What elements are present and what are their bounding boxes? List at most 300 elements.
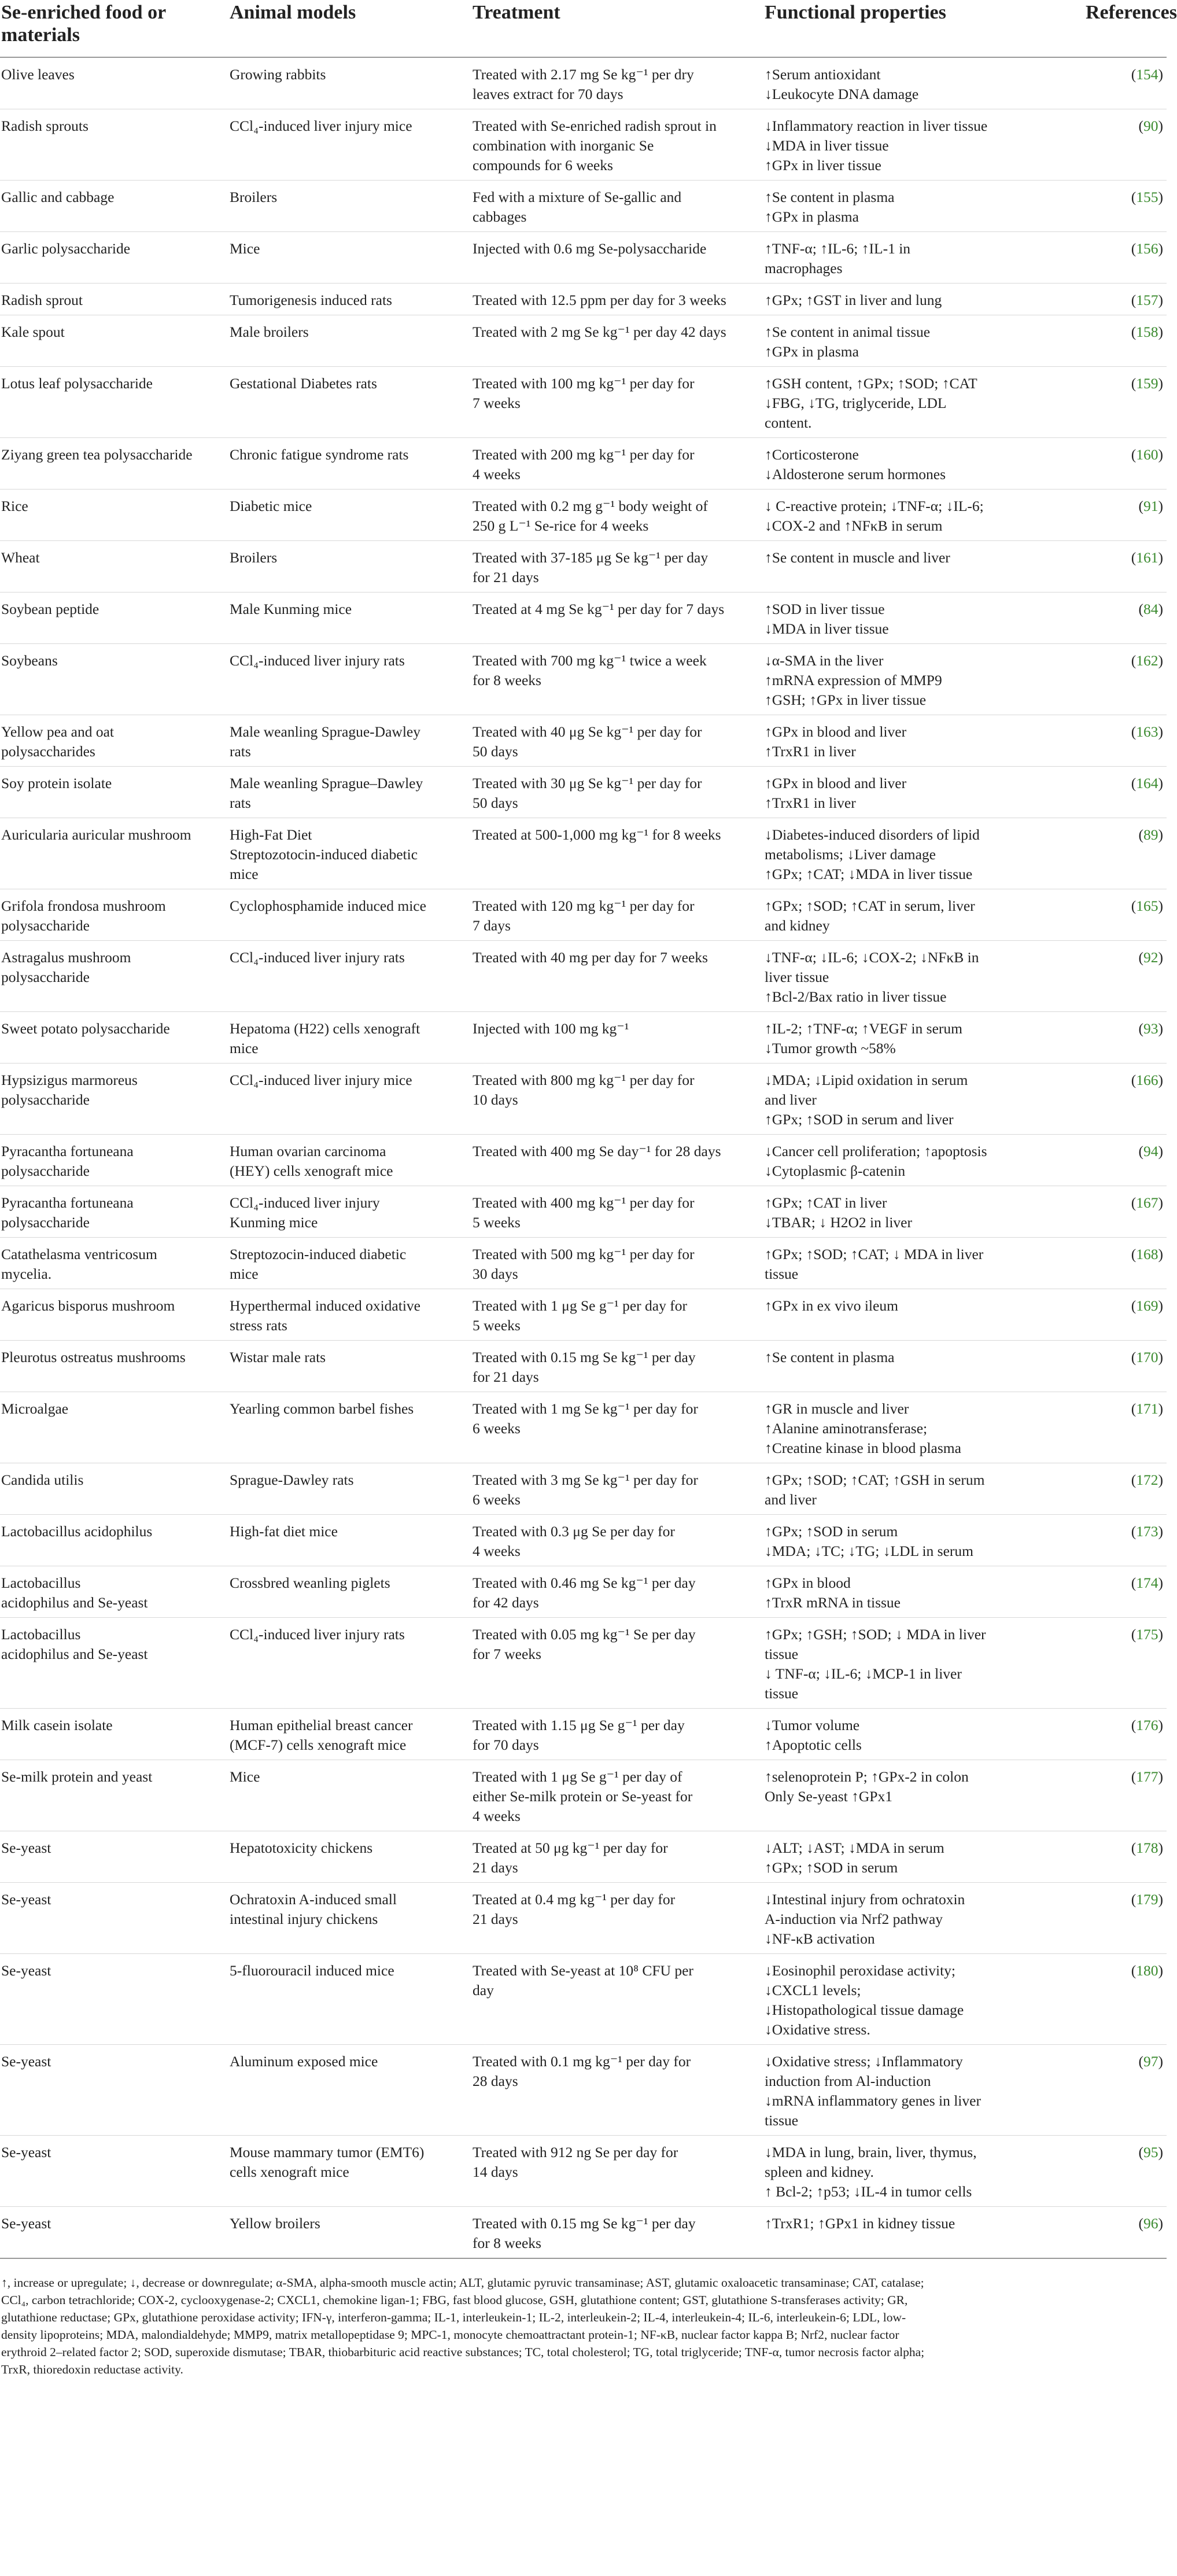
reference-link[interactable]: 97 xyxy=(1143,2053,1158,2070)
cell-line: Agaricus bisporus mushroom xyxy=(1,1297,175,1315)
table-row xyxy=(0,1954,1167,2045)
cell-line: ↓TBAR; ↓ H2O2 in liver xyxy=(765,1214,912,1231)
cell-line: ↓Leukocyte DNA damage xyxy=(765,86,919,103)
cell-animal-model xyxy=(228,541,471,593)
table-row xyxy=(0,1063,1167,1135)
reference-link[interactable]: 178 xyxy=(1136,1839,1158,1857)
cell-line: (HEY) cells xenograft mice xyxy=(230,1162,393,1180)
cell-line: Only Se-yeast ↑GPx1 xyxy=(765,1788,892,1805)
cell-line: ↓Tumor growth ~58% xyxy=(765,1040,896,1057)
cell-line: Pyracantha fortuneana xyxy=(1,1194,134,1212)
cell-line: Soy protein isolate xyxy=(1,775,112,792)
cell-line: ↓Aldosterone serum hormones xyxy=(765,466,946,483)
cell-line: for 21 days xyxy=(473,569,539,586)
cell-food xyxy=(0,1463,228,1515)
cell-reference: (170) xyxy=(1131,1349,1163,1366)
cell-reference: (171) xyxy=(1131,1400,1163,1418)
cell-line: ↓Histopathological tissue damage xyxy=(765,2001,964,2019)
cell-food xyxy=(0,1515,228,1566)
cell-line: Se-milk protein and yeast xyxy=(1,1768,153,1786)
table-row xyxy=(0,715,1167,767)
cell-line: Treated with Se-enriched radish sprout in xyxy=(473,117,717,135)
cell-food xyxy=(0,2207,228,2259)
cell-line: 5 weeks xyxy=(473,1317,521,1334)
header-food: Se-enriched food or materials xyxy=(1,2,166,46)
reference-link[interactable]: 91 xyxy=(1143,498,1158,515)
cell-line: rats xyxy=(230,794,251,812)
cell-animal-model xyxy=(228,1012,471,1063)
cell-line: ↓MDA in liver tissue xyxy=(765,137,889,154)
reference-link[interactable]: 168 xyxy=(1136,1246,1158,1263)
cell-line: Treated with 0.1 mg kg⁻¹ per day for xyxy=(473,2053,691,2070)
cell-functional-properties xyxy=(763,889,1084,941)
table-row xyxy=(0,2045,1167,2136)
cell-functional-properties xyxy=(763,2045,1084,2136)
cell-line: Injected with 0.6 mg Se-polysaccharide xyxy=(473,240,707,257)
cell-functional-properties xyxy=(763,1954,1084,2045)
table-row xyxy=(0,2207,1167,2259)
cell-reference: (156) xyxy=(1131,240,1163,257)
cell-line: Broilers xyxy=(230,549,278,566)
cell-line: 4 weeks xyxy=(473,466,521,483)
cell-line: mycelia. xyxy=(1,1265,52,1283)
cell-line: ↑Creatine kinase in blood plasma xyxy=(765,1440,961,1457)
cell-line: ↑GPx; ↑GSH; ↑SOD; ↓ MDA in liver xyxy=(765,1626,986,1643)
reference-link[interactable]: 96 xyxy=(1143,2215,1158,2232)
cell-line: ↑Se content in plasma xyxy=(765,189,895,206)
cell-line: 6 weeks xyxy=(473,1491,521,1508)
reference-link[interactable]: 176 xyxy=(1136,1717,1158,1734)
table-row xyxy=(0,1463,1167,1515)
cell-functional-properties xyxy=(763,1618,1084,1709)
cell-line: Treated with 2.17 mg Se kg⁻¹ per dry xyxy=(473,66,694,83)
table-row xyxy=(0,438,1167,490)
table-row xyxy=(0,367,1167,438)
cell-line: CCl₄-induced liver injury rats xyxy=(230,949,405,966)
cell-food xyxy=(0,1954,228,2045)
cell-reference: (168) xyxy=(1131,1246,1163,1263)
cell-line: Hepatoma (H22) cells xenograft xyxy=(230,1020,420,1037)
reference-link[interactable]: 174 xyxy=(1136,1574,1158,1592)
cell-line: ↓α-SMA in the liver xyxy=(765,652,884,669)
cell-food xyxy=(0,818,228,889)
reference-link[interactable]: 169 xyxy=(1136,1297,1158,1315)
cell-line: Treated with 400 mg Se day⁻¹ for 28 days xyxy=(473,1143,721,1160)
reference-link[interactable]: 163 xyxy=(1136,723,1158,741)
cell-line: Microalgae xyxy=(1,1400,69,1418)
cell-animal-model xyxy=(228,715,471,767)
cell-line: Ochratoxin A-induced small xyxy=(230,1891,397,1908)
cell-line: Garlic polysaccharide xyxy=(1,240,131,257)
reference-link[interactable]: 165 xyxy=(1136,897,1158,915)
cell-animal-model xyxy=(228,1760,471,1831)
cell-food xyxy=(0,1063,228,1135)
cell-animal-model xyxy=(228,284,471,315)
cell-food xyxy=(0,1760,228,1831)
reference-link[interactable]: 158 xyxy=(1136,323,1158,341)
reference-link[interactable]: 90 xyxy=(1143,117,1158,135)
cell-line: Injected with 100 mg kg⁻¹ xyxy=(473,1020,629,1037)
cell-treatment xyxy=(471,1618,763,1709)
cell-line: for 21 days xyxy=(473,1368,539,1386)
cell-animal-model xyxy=(228,1954,471,2045)
cell-line: Cyclophosphamide induced mice xyxy=(230,897,426,915)
cell-line: ↑Apoptotic cells xyxy=(765,1736,862,1754)
cell-line: ↑TrxR1 in liver xyxy=(765,743,856,760)
cell-reference: (163) xyxy=(1131,723,1163,741)
cell-line: Treated with 12.5 ppm per day for 3 weeks xyxy=(473,292,726,309)
reference-link[interactable]: 172 xyxy=(1136,1471,1158,1489)
cell-reference: (93) xyxy=(1138,1020,1163,1037)
cell-line: ↑GSH content, ↑GPx; ↑SOD; ↑CAT xyxy=(765,375,977,392)
cell-animal-model xyxy=(228,644,471,715)
cell-line: ↑TNF-α; ↑IL-6; ↑IL-1 in xyxy=(765,240,911,257)
cell-line: mice xyxy=(230,1040,259,1057)
cell-animal-model xyxy=(228,818,471,889)
table-row xyxy=(0,2136,1167,2207)
cell-line: for 42 days xyxy=(473,1594,539,1611)
cell-reference: (91) xyxy=(1138,498,1163,515)
cell-animal-model xyxy=(228,1831,471,1883)
cell-food xyxy=(0,1238,228,1289)
cell-food xyxy=(0,438,228,490)
table-row xyxy=(0,1238,1167,1289)
cell-line: 28 days xyxy=(473,2073,518,2090)
cell-line: Lactobacillus xyxy=(1,1574,81,1592)
cell-line: acidophilus and Se-yeast xyxy=(1,1594,148,1611)
cell-reference: (167) xyxy=(1131,1194,1163,1212)
cell-line: rats xyxy=(230,743,251,760)
cell-animal-model xyxy=(228,1135,471,1186)
cell-treatment xyxy=(471,490,763,541)
table-body xyxy=(0,57,1167,2258)
cell-treatment xyxy=(471,1063,763,1135)
cell-line: 21 days xyxy=(473,1911,518,1928)
cell-line: Crossbred weanling piglets xyxy=(230,1574,390,1592)
cell-animal-model xyxy=(228,1341,471,1392)
cell-line: Se-yeast xyxy=(1,2215,51,2232)
cell-reference: (161) xyxy=(1131,549,1163,566)
cell-line: 4 weeks xyxy=(473,1543,521,1560)
cell-animal-model xyxy=(228,109,471,181)
cell-food xyxy=(0,232,228,284)
cell-treatment xyxy=(471,1392,763,1463)
cell-line: 14 days xyxy=(473,2163,518,2181)
cell-line: ↑GR in muscle and liver xyxy=(765,1400,909,1418)
cell-treatment xyxy=(471,1186,763,1238)
cell-reference: (157) xyxy=(1131,292,1163,309)
cell-food xyxy=(0,1392,228,1463)
reference-link[interactable]: 180 xyxy=(1136,1962,1158,1979)
cell-line: polysaccharides xyxy=(1,743,95,760)
cell-line: Pyracantha fortuneana xyxy=(1,1143,134,1160)
header-animal-models: Animal models xyxy=(230,2,356,23)
cell-line: Broilers xyxy=(230,189,278,206)
cell-line: Se-yeast xyxy=(1,1962,51,1979)
cell-line: Treated with 800 mg kg⁻¹ per day for xyxy=(473,1072,695,1089)
cell-treatment xyxy=(471,644,763,715)
cell-line: Sweet potato polysaccharide xyxy=(1,1020,170,1037)
cell-treatment xyxy=(471,1883,763,1954)
cell-line: High-fat diet mice xyxy=(230,1523,338,1540)
table-row xyxy=(0,1566,1167,1618)
cell-animal-model xyxy=(228,438,471,490)
cell-treatment xyxy=(471,181,763,232)
reference-link[interactable]: 170 xyxy=(1136,1349,1158,1366)
cell-line: CCl₄-induced liver injury mice xyxy=(230,1072,412,1089)
cell-line: compounds for 6 weeks xyxy=(473,157,613,174)
cell-line: ↓MDA in liver tissue xyxy=(765,620,889,638)
cell-animal-model xyxy=(228,593,471,644)
cell-line: combination with inorganic Se xyxy=(473,137,654,154)
cell-reference: (165) xyxy=(1131,897,1163,915)
cell-line: ↓mRNA inflammatory genes in liver xyxy=(765,2092,981,2110)
cell-food xyxy=(0,1012,228,1063)
cell-line: Male weanling Sprague-Dawley xyxy=(230,723,420,741)
cell-line: Yellow broilers xyxy=(230,2215,320,2232)
cell-treatment xyxy=(471,2136,763,2207)
cell-food xyxy=(0,2136,228,2207)
table-row xyxy=(0,818,1167,889)
cell-line: 21 days xyxy=(473,1859,518,1876)
cell-line: Male broilers xyxy=(230,323,309,341)
cell-treatment xyxy=(471,284,763,315)
reference-link[interactable]: 154 xyxy=(1136,66,1158,83)
cell-food xyxy=(0,490,228,541)
cell-food xyxy=(0,1186,228,1238)
cell-line: ↓MDA in lung, brain, liver, thymus, xyxy=(765,2144,977,2161)
cell-functional-properties xyxy=(763,767,1084,818)
cell-line: for 7 weeks xyxy=(473,1646,541,1663)
cell-treatment xyxy=(471,2207,763,2259)
cell-line: 4 weeks xyxy=(473,1808,521,1825)
cell-line: Treated with 40 μg Se kg⁻¹ per day for xyxy=(473,723,702,741)
cell-line: Treated with 0.15 mg Se kg⁻¹ per day xyxy=(473,1349,696,1366)
cell-line: Chronic fatigue syndrome rats xyxy=(230,446,409,463)
cell-line: tissue xyxy=(765,1646,799,1663)
cell-animal-model xyxy=(228,1515,471,1566)
cell-line: ↓ TNF-α; ↓IL-6; ↓MCP-1 in liver xyxy=(765,1665,962,1683)
cell-reference: (94) xyxy=(1138,1143,1163,1160)
cell-line: Auricularia auricular mushroom xyxy=(1,826,191,844)
reference-link[interactable]: 93 xyxy=(1143,1020,1158,1037)
cell-animal-model xyxy=(228,1883,471,1954)
cell-line: Treated with 912 ng Se per day for xyxy=(473,2144,678,2161)
cell-line: Growing rabbits xyxy=(230,66,326,83)
reference-link[interactable]: 162 xyxy=(1136,652,1158,669)
reference-link[interactable]: 173 xyxy=(1136,1523,1158,1540)
cell-line: ↑GPx in blood and liver xyxy=(765,723,907,741)
cell-functional-properties xyxy=(763,1760,1084,1831)
cell-reference: (179) xyxy=(1131,1891,1163,1908)
cell-treatment xyxy=(471,1012,763,1063)
cell-treatment xyxy=(471,1709,763,1760)
cell-line: for 8 weeks xyxy=(473,672,541,689)
table-row xyxy=(0,1883,1167,1954)
cell-line: Hepatotoxicity chickens xyxy=(230,1839,373,1857)
cell-line: content. xyxy=(765,414,812,432)
cell-line: ↑Se content in animal tissue xyxy=(765,323,931,341)
table-row xyxy=(0,284,1167,315)
cell-line: ↑GPx; ↑SOD; ↑CAT; ↑GSH in serum xyxy=(765,1471,985,1489)
cell-animal-model xyxy=(228,315,471,367)
cell-treatment xyxy=(471,1238,763,1289)
table-row xyxy=(0,1289,1167,1341)
cell-animal-model xyxy=(228,1186,471,1238)
table-row xyxy=(0,57,1167,109)
cell-food xyxy=(0,644,228,715)
cell-line: Treated with 3 mg Se kg⁻¹ per day for xyxy=(473,1471,698,1489)
cell-line: 7 days xyxy=(473,917,511,934)
cell-line: ↑GPx in blood xyxy=(765,1574,851,1592)
cell-functional-properties xyxy=(763,1463,1084,1515)
cell-reference: (97) xyxy=(1138,2053,1163,2070)
reference-link[interactable]: 177 xyxy=(1136,1768,1158,1786)
cell-animal-model xyxy=(228,2136,471,2207)
reference-link[interactable]: 156 xyxy=(1136,240,1158,257)
cell-reference: (166) xyxy=(1131,1072,1163,1089)
cell-animal-model xyxy=(228,1238,471,1289)
cell-line: Treated with 700 mg kg⁻¹ twice a week xyxy=(473,652,707,669)
reference-link[interactable]: 179 xyxy=(1136,1891,1158,1908)
header-references: References xyxy=(1086,2,1177,23)
cell-animal-model xyxy=(228,181,471,232)
cell-line: Treated with 120 mg kg⁻¹ per day for xyxy=(473,897,695,915)
cell-line: polysaccharide xyxy=(1,1214,90,1231)
footnote-line: ↑, increase or upregulate; ↓, decrease or downregulate; α-SMA, alpha-smooth muscle actin; ALT, glutamic pyruvic transaminase; AST, glutamic oxaloacetic transaminase; CAT, catalase; xyxy=(1,2276,924,2290)
reference-link[interactable]: 92 xyxy=(1143,949,1158,966)
cell-food xyxy=(0,1831,228,1883)
cell-reference: (96) xyxy=(1138,2215,1163,2232)
cell-line: spleen and kidney. xyxy=(765,2163,874,2181)
cell-line: Hypsizigus marmoreus xyxy=(1,1072,138,1089)
cell-functional-properties xyxy=(763,181,1084,232)
cell-functional-properties xyxy=(763,1135,1084,1186)
cell-functional-properties xyxy=(763,232,1084,284)
cell-functional-properties xyxy=(763,941,1084,1012)
cell-animal-model xyxy=(228,490,471,541)
footnote-line: erythroid 2–related factor 2; SOD, superoxide dismutase; TBAR, thiobarbituric acid reactive substances; TC, total cholesterol; TG, total triglyceride; TNF-α, tumor necrosis factor alpha; xyxy=(1,2345,925,2360)
table-row xyxy=(0,541,1167,593)
cell-line: Treated with 1 μg Se g⁻¹ per day of xyxy=(473,1768,682,1786)
reference-link[interactable]: 166 xyxy=(1136,1072,1158,1089)
cell-reference: (160) xyxy=(1131,446,1163,463)
table-header xyxy=(0,0,1177,57)
reference-link[interactable]: 167 xyxy=(1136,1194,1158,1212)
reference-link[interactable]: 155 xyxy=(1136,189,1158,206)
cell-food xyxy=(0,367,228,438)
cell-line: Treated with 0.15 mg Se kg⁻¹ per day xyxy=(473,2215,696,2232)
cell-reference: (172) xyxy=(1131,1471,1163,1489)
reference-link[interactable]: 95 xyxy=(1143,2144,1158,2161)
reference-link[interactable]: 164 xyxy=(1136,775,1158,792)
table-row xyxy=(0,593,1167,644)
cell-functional-properties xyxy=(763,593,1084,644)
table-row xyxy=(0,767,1167,818)
cell-line: ↓Inflammatory reaction in liver tissue xyxy=(765,117,988,135)
cell-line: ↑ Bcl-2; ↑p53; ↓IL-4 in tumor cells xyxy=(765,2183,972,2200)
cell-line: ↓CXCL1 levels; xyxy=(765,1982,861,1999)
cell-treatment xyxy=(471,767,763,818)
cell-food xyxy=(0,284,228,315)
cell-line: Se-yeast xyxy=(1,2144,51,2161)
reference-link[interactable]: 94 xyxy=(1143,1143,1158,1160)
table-row xyxy=(0,1135,1167,1186)
reference-link[interactable]: 160 xyxy=(1136,446,1158,463)
table-row xyxy=(0,1392,1167,1463)
reference-link[interactable]: 157 xyxy=(1136,292,1158,309)
cell-line: ↑SOD in liver tissue xyxy=(765,601,885,618)
cell-line: Treated at 50 μg kg⁻¹ per day for xyxy=(473,1839,668,1857)
cell-line: leaves extract for 70 days xyxy=(473,86,623,103)
cell-animal-model xyxy=(228,1709,471,1760)
reference-link[interactable]: 89 xyxy=(1143,826,1158,844)
cell-animal-model xyxy=(228,1392,471,1463)
cell-line: Streptozocin-induced diabetic xyxy=(230,1246,407,1263)
cell-line: Lactobacillus acidophilus xyxy=(1,1523,153,1540)
cell-functional-properties xyxy=(763,2136,1084,2207)
cell-line: polysaccharide xyxy=(1,969,90,986)
table-row xyxy=(0,1831,1167,1883)
cell-food xyxy=(0,1566,228,1618)
cell-line: and kidney xyxy=(765,917,830,934)
cell-line: Treated at 0.4 mg kg⁻¹ per day for xyxy=(473,1891,676,1908)
cell-treatment xyxy=(471,541,763,593)
cell-line: Treated with 40 mg per day for 7 weeks xyxy=(473,949,708,966)
cell-line: CCl₄-induced liver injury mice xyxy=(230,117,412,135)
cell-line: ↑GSH; ↑GPx in liver tissue xyxy=(765,691,927,709)
cell-line: Treated at 500-1,000 mg kg⁻¹ for 8 weeks xyxy=(473,826,721,844)
cell-line: tissue xyxy=(765,2112,799,2129)
cell-line: mice xyxy=(230,866,259,883)
cell-reference: (92) xyxy=(1138,949,1163,966)
cell-line: Wistar male rats xyxy=(230,1349,326,1366)
cell-line: Rice xyxy=(1,498,28,515)
reference-link[interactable]: 161 xyxy=(1136,549,1158,566)
cell-functional-properties xyxy=(763,1289,1084,1341)
cell-line: Pleurotus ostreatus mushrooms xyxy=(1,1349,186,1366)
cell-reference: (177) xyxy=(1131,1768,1163,1786)
cell-line: ↑GPx; ↑GST in liver and lung xyxy=(765,292,942,309)
cell-treatment xyxy=(471,1463,763,1515)
cell-reference: (164) xyxy=(1131,775,1163,792)
reference-link[interactable]: 171 xyxy=(1136,1400,1158,1418)
table-row xyxy=(0,315,1167,367)
cell-animal-model xyxy=(228,1618,471,1709)
reference-link[interactable]: 175 xyxy=(1136,1626,1158,1643)
cell-line: ↑GPx in liver tissue xyxy=(765,157,881,174)
cell-line: Treated at 4 mg Se kg⁻¹ per day for 7 days xyxy=(473,601,725,618)
cell-reference: (169) xyxy=(1131,1297,1163,1315)
cell-line: 5-fluorouracil induced mice xyxy=(230,1962,394,1979)
cell-food xyxy=(0,1709,228,1760)
cell-line: Treated with 400 mg kg⁻¹ per day for xyxy=(473,1194,695,1212)
cell-food xyxy=(0,715,228,767)
cell-reference: (158) xyxy=(1131,323,1163,341)
cell-animal-model xyxy=(228,57,471,109)
cell-line: ↑Serum antioxidant xyxy=(765,66,881,83)
cell-line: Soybeans xyxy=(1,652,58,669)
cell-functional-properties xyxy=(763,1341,1084,1392)
reference-link[interactable]: 84 xyxy=(1143,601,1158,618)
cell-line: for 70 days xyxy=(473,1736,539,1754)
cell-line: CCl₄-induced liver injury rats xyxy=(230,1626,405,1643)
reference-link[interactable]: 159 xyxy=(1136,375,1158,392)
cell-line: ↓NF-κB activation xyxy=(765,1930,875,1948)
cell-food xyxy=(0,889,228,941)
table-row xyxy=(0,1618,1167,1709)
cell-line: Treated with 0.46 mg Se kg⁻¹ per day xyxy=(473,1574,696,1592)
